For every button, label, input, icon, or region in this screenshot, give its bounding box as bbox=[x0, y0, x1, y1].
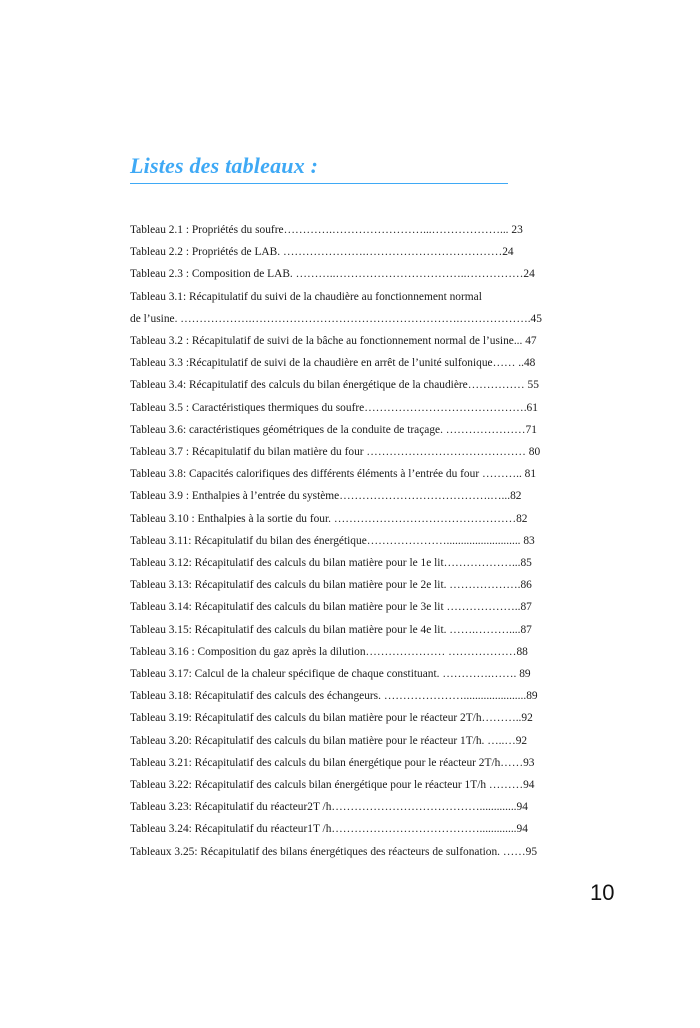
table-entry: Tableau 3.8: Capacités calorifiques des différents éléments à l’entrée du four ……….. 81 bbox=[130, 468, 537, 481]
table-entry: Tableau 3.15: Récapitulatif des calculs du bilan matière pour le 4e lit. …….………....87 bbox=[130, 623, 532, 636]
table-entry: Tableau 3.10 : Enthalpies à la sortie du four. …………………………………………82 bbox=[130, 512, 528, 525]
table-entry: Tableau 2.2 : Propriétés de LAB. ………………….………………………………24 bbox=[130, 246, 514, 259]
table-entry: Tableau 3.3 :Récapitulatif de suivi de la chaudière en arrêt de l’unité sulfonique…… ..48 bbox=[130, 357, 536, 370]
tables-list bbox=[130, 219, 560, 863]
table-entry: Tableau 3.2 : Récapitulatif de suivi de la bâche au fonctionnement normal de l’usine... 47 bbox=[130, 335, 537, 348]
table-entry: Tableau 2.3 : Composition de LAB. ………..……………………………..……………24 bbox=[130, 268, 535, 281]
table-entry: Tableau 3.1: Récapitulatif du suivi de la chaudière au fonctionnement normal bbox=[130, 290, 482, 303]
heading-underline bbox=[130, 183, 508, 184]
table-entry: Tableau 3.23: Récapitulatif du réacteur2T /h………………………………….............94 bbox=[130, 801, 528, 814]
table-entry: Tableau 3.9 : Enthalpies à l’entrée du système………………………………….…...82 bbox=[130, 490, 522, 503]
table-entry: Tableau 3.18: Récapitulatif des calculs des échangeurs. …………………......................89 bbox=[130, 690, 538, 703]
table-entry: Tableau 3.14: Récapitulatif des calculs du bilan matière pour le 3e lit ………………..87 bbox=[130, 601, 532, 614]
table-entry: Tableau 3.13: Récapitulatif des calculs du bilan matière pour le 2e lit. ……………….86 bbox=[130, 579, 532, 592]
table-entry: Tableau 3.4: Récapitulatif des calculs du bilan énergétique de la chaudière…………… 55 bbox=[130, 379, 539, 392]
table-entry: Tableau 2.1 : Propriétés du soufre………….……………………...………………... 23 bbox=[130, 224, 523, 236]
table-entry: Tableau 3.5 : Caractéristiques thermiques du soufre…………………………………….61 bbox=[130, 401, 538, 414]
table-entry: Tableau 3.16 : Composition du gaz après la dilution………………… ………………88 bbox=[130, 645, 528, 658]
table-entry-continuation: de l’usine. ……………….……………………………………………….……………….45 bbox=[130, 312, 542, 325]
page-number: 10 bbox=[590, 880, 615, 905]
table-entry: Tableau 3.21: Récapitulatif des calculs du bilan énergétique pour le réacteur 2T/h……93 bbox=[130, 756, 535, 769]
table-entry: Tableau 3.22: Récapitulatif des calculs bilan énergétique pour le réacteur 1T/h ………94 bbox=[130, 779, 535, 792]
list-of-tables-heading: Listes des tableaux : bbox=[130, 153, 319, 178]
table-entry: Tableau 3.24: Récapitulatif du réacteur1T /h………………………………….............94 bbox=[130, 823, 528, 836]
table-entry: Tableau 3.19: Récapitulatif des calculs du bilan matière pour le réacteur 2T/h………..92 bbox=[130, 712, 533, 725]
table-entry: Tableau 3.20: Récapitulatif des calculs du bilan matière pour le réacteur 1T/h. …..…92 bbox=[130, 734, 528, 747]
table-entry: Tableau 3.12: Récapitulatif des calculs du bilan matière pour le 1e lit………………...85 bbox=[130, 557, 532, 570]
table-entry: Tableaux 3.25: Récapitulatif des bilans énergétiques des réacteurs de sulfonation. ……95 bbox=[130, 845, 538, 858]
table-entry: Tableau 3.6: caractéristiques géométriques de la conduite de traçage. …………………71 bbox=[130, 423, 537, 436]
table-entry: Tableau 3.7 : Récapitulatif du bilan matière du four …………………………………… 80 bbox=[130, 446, 541, 459]
table-entry: Tableau 3.11: Récapitulatif du bilan des énergétique………………….......................... 83 bbox=[130, 534, 535, 547]
table-entry: Tableau 3.17: Calcul de la chaleur spécifique de chaque constituant. ………….……. 89 bbox=[130, 668, 531, 681]
